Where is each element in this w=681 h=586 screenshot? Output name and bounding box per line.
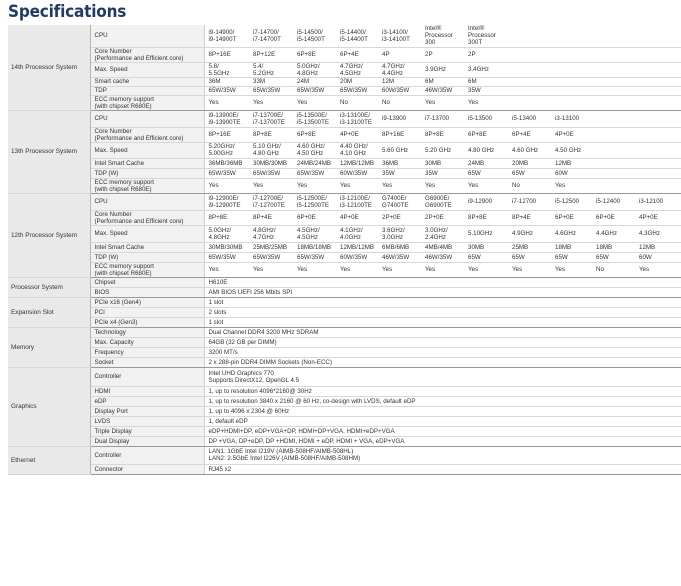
- spec-value: 1, up to 4096 x 2304 @ 60Hz: [204, 406, 681, 416]
- spec-label: BIOS: [90, 287, 204, 297]
- spec-value: 6P+8E: [464, 127, 508, 142]
- spec-value: 46W/35W: [421, 86, 464, 95]
- spec-value: G6900E/ G6900TE: [421, 193, 464, 210]
- spec-value: [592, 127, 635, 142]
- spec-row: [8, 337, 681, 347]
- spec-value: 4.50 GHz: [551, 142, 592, 158]
- spec-value: 6P+4E: [508, 127, 551, 142]
- spec-row: [8, 426, 681, 436]
- spec-value: 8P+16E: [204, 127, 249, 142]
- spec-row: [8, 110, 681, 127]
- spec-value: 65W/35W: [204, 168, 249, 178]
- spec-value: 4.1GHz/ 4.0GHz: [336, 225, 378, 242]
- spec-row: [8, 406, 681, 416]
- spec-value: 8P+8E: [464, 210, 508, 225]
- spec-value: [635, 95, 681, 110]
- spec-value: 3.4GHz: [464, 62, 508, 77]
- spec-value: i5-13500E/ i5-13500TE: [293, 110, 336, 127]
- spec-value: Yes: [204, 95, 249, 110]
- spec-value: Yes: [378, 178, 421, 193]
- spec-label: Socket: [90, 357, 204, 367]
- spec-value: 4P+0E: [336, 127, 378, 142]
- spec-row: [8, 307, 681, 317]
- spec-value: 65W: [508, 252, 551, 262]
- spec-value: 4P+0E: [336, 210, 378, 225]
- spec-label: Smart cache: [90, 77, 204, 86]
- spec-value: [508, 47, 551, 62]
- spec-value: 65W/35W: [204, 252, 249, 262]
- spec-value: i5-14400/ i5-14400T: [336, 25, 378, 47]
- spec-value: 60W/35W: [336, 168, 378, 178]
- spec-value: 1 slot: [204, 297, 681, 307]
- spec-value: 6P+0E: [551, 210, 592, 225]
- spec-value: 65W: [592, 252, 635, 262]
- spec-value: [551, 86, 592, 95]
- specifications-table: [8, 25, 681, 475]
- spec-value: 4.4GHz: [592, 225, 635, 242]
- spec-value: 5.60 GHz: [378, 142, 421, 158]
- spec-value: 2P: [421, 47, 464, 62]
- spec-value: i5-12500: [551, 193, 592, 210]
- spec-value: 65W: [551, 252, 592, 262]
- spec-label: ECC memory support (with chipset R680E): [90, 262, 204, 277]
- spec-value: 65W: [508, 168, 551, 178]
- spec-value: 30MB/30MB: [249, 158, 293, 168]
- spec-value: 60W: [635, 252, 681, 262]
- spec-row: [8, 193, 681, 210]
- spec-value: 8P+4E: [249, 210, 293, 225]
- spec-value: [635, 168, 681, 178]
- spec-value: Dual Channel DDR4 3200 MHz SDRAM: [204, 327, 681, 337]
- section-header: 14th Processor System: [8, 25, 90, 110]
- spec-label: Frequency: [90, 347, 204, 357]
- spec-value: i5-13500: [464, 110, 508, 127]
- spec-value: [508, 95, 551, 110]
- spec-value: 2 slots: [204, 307, 681, 317]
- spec-value: Yes: [464, 178, 508, 193]
- spec-value: Yes: [551, 178, 592, 193]
- spec-row: [8, 327, 681, 337]
- spec-value: i5-14500/ i5-14500T: [293, 25, 336, 47]
- spec-value: i5-13400: [508, 110, 551, 127]
- spec-value: No: [508, 178, 551, 193]
- spec-row: [8, 25, 681, 47]
- spec-value: 8P+16E: [378, 127, 421, 142]
- spec-label: Max. Speed: [90, 62, 204, 77]
- spec-value: 35W: [421, 168, 464, 178]
- section-header: Graphics: [8, 367, 90, 446]
- spec-row: [8, 367, 681, 386]
- spec-label: PCIe x16 (Gen4): [90, 297, 204, 307]
- spec-value: 25MB: [508, 242, 551, 252]
- section-header: 12th Processor System: [8, 193, 90, 277]
- spec-value: 5.8/ 5.5GHz: [204, 62, 249, 77]
- spec-value: 8P+4E: [508, 210, 551, 225]
- spec-value: Yes: [293, 262, 336, 277]
- spec-value: 65W: [464, 252, 508, 262]
- spec-value: 6P+0E: [592, 210, 635, 225]
- spec-value: 65W/35W: [336, 86, 378, 95]
- spec-value: 5.20GHz/ 5.00GHz: [204, 142, 249, 158]
- spec-value: Yes: [551, 262, 592, 277]
- spec-label: PCIe x4 (Gen3): [90, 317, 204, 327]
- spec-row: [8, 47, 681, 62]
- spec-row: [8, 252, 681, 262]
- spec-value: Yes: [293, 178, 336, 193]
- spec-value: [551, 95, 592, 110]
- spec-value: Yes: [508, 262, 551, 277]
- spec-label: TDP: [90, 86, 204, 95]
- spec-value: [635, 25, 681, 47]
- spec-value: 1, up to resolution 3840 x 2160 @ 60 Hz, co-design with LVDS, default eDP: [204, 396, 681, 406]
- spec-value: [635, 86, 681, 95]
- spec-value: 6P+8E: [293, 127, 336, 142]
- spec-value: 35W: [464, 86, 508, 95]
- spec-value: i7-14700/ i7-14700T: [249, 25, 293, 47]
- spec-label: LVDS: [90, 416, 204, 426]
- spec-value: Yes: [293, 95, 336, 110]
- spec-value: i7-13700E/ i7-13700TE: [249, 110, 293, 127]
- spec-value: 5.0GHz/ 4.8GHz: [293, 62, 336, 77]
- spec-value: 60W/35W: [378, 86, 421, 95]
- spec-value: 35W: [378, 168, 421, 178]
- spec-value: DP +VGA, DP+eDP, DP +HDMI, HDMI + eDP, HDMI + VGA, eDP+VGA: [204, 436, 681, 446]
- spec-value: 5.0GHz/ 4.8GHz: [204, 225, 249, 242]
- spec-value: [508, 77, 551, 86]
- spec-row: [8, 77, 681, 86]
- spec-value: 65W/35W: [293, 252, 336, 262]
- spec-value: 24M: [293, 77, 336, 86]
- spec-value: i5-12400: [592, 193, 635, 210]
- spec-value: 46W/35W: [378, 252, 421, 262]
- spec-value: No: [336, 95, 378, 110]
- spec-value: Yes: [204, 178, 249, 193]
- section-header: Expansion Slot: [8, 297, 90, 327]
- spec-label: Max. Speed: [90, 142, 204, 158]
- spec-value: [551, 62, 592, 77]
- spec-value: 18MB: [551, 242, 592, 252]
- spec-row: [8, 416, 681, 426]
- spec-value: 1, up to resolution 4096*2160@ 30Hz: [204, 386, 681, 396]
- spec-value: 36MB: [378, 158, 421, 168]
- spec-value: Intel UHD Graphics 770 Supports DirectX12, OpenGL 4.5: [204, 367, 681, 386]
- spec-label: TDP (W): [90, 168, 204, 178]
- spec-value: Yes: [336, 178, 378, 193]
- spec-value: Yes: [204, 262, 249, 277]
- spec-value: [635, 62, 681, 77]
- spec-value: [592, 25, 635, 47]
- spec-label: Core Number (Performance and Efficient core): [90, 127, 204, 142]
- spec-value: Yes: [249, 178, 293, 193]
- spec-value: G7400E/ G7400TE: [378, 193, 421, 210]
- spec-label: Intel Smart Cache: [90, 242, 204, 252]
- spec-value: 24MB/24MB: [293, 158, 336, 168]
- spec-row: [8, 225, 681, 242]
- spec-row: [8, 86, 681, 95]
- spec-value: Yes: [378, 262, 421, 277]
- spec-value: 2P+0E: [378, 210, 421, 225]
- spec-value: Yes: [336, 262, 378, 277]
- spec-value: 4P+0E: [635, 210, 681, 225]
- spec-label: Core Number (Performance and Efficient core): [90, 47, 204, 62]
- spec-value: 6P+4E: [336, 47, 378, 62]
- spec-value: 4MB/4MB: [421, 242, 464, 252]
- spec-label: CPU: [90, 193, 204, 210]
- spec-value: [592, 168, 635, 178]
- spec-value: i3-13100: [551, 110, 592, 127]
- spec-value: 25MB/25MB: [249, 242, 293, 252]
- spec-value: 4.80 GHz: [464, 142, 508, 158]
- spec-value: i3-13100E/ i3-13100TE: [336, 110, 378, 127]
- spec-row: [8, 62, 681, 77]
- spec-value: RJ45 x2: [204, 464, 681, 474]
- spec-value: [635, 158, 681, 168]
- page-title: Specifications: [8, 2, 127, 22]
- spec-value: 4.60 GHz: [508, 142, 551, 158]
- spec-value: 4.9GHz: [508, 225, 551, 242]
- spec-value: [551, 47, 592, 62]
- spec-value: 4.7GHz/ 4.5GHz: [336, 62, 378, 77]
- spec-value: 6M: [464, 77, 508, 86]
- spec-value: 1 slot: [204, 317, 681, 327]
- spec-value: 18MB/18MB: [293, 242, 336, 252]
- spec-row: [8, 317, 681, 327]
- spec-value: i7-12700: [508, 193, 551, 210]
- spec-value: 33M: [249, 77, 293, 86]
- spec-value: i9-14900/ i9-14900T: [204, 25, 249, 47]
- spec-value: [635, 142, 681, 158]
- spec-value: 6P+0E: [293, 210, 336, 225]
- spec-value: Yes: [464, 262, 508, 277]
- spec-row: [8, 396, 681, 406]
- spec-row: [8, 95, 681, 110]
- spec-value: [592, 178, 635, 193]
- spec-label: eDP: [90, 396, 204, 406]
- spec-value: 4.60 GHz/ 4.50 GHz: [293, 142, 336, 158]
- spec-value: [592, 158, 635, 168]
- spec-value: Yes: [421, 95, 464, 110]
- spec-value: 36M: [204, 77, 249, 86]
- spec-row: [8, 142, 681, 158]
- spec-value: i7-13700: [421, 110, 464, 127]
- spec-value: 5.10GHz: [464, 225, 508, 242]
- spec-value: 2P: [464, 47, 508, 62]
- spec-label: Max. Speed: [90, 225, 204, 242]
- spec-value: [592, 47, 635, 62]
- spec-value: No: [378, 95, 421, 110]
- section-header: Memory: [8, 327, 90, 367]
- spec-value: 20M: [336, 77, 378, 86]
- spec-value: 4.7GHz/ 4.4GHz: [378, 62, 421, 77]
- spec-value: 30MB/30MB: [204, 242, 249, 252]
- spec-value: [635, 127, 681, 142]
- spec-row: [8, 347, 681, 357]
- spec-label: HDMI: [90, 386, 204, 396]
- spec-row: [8, 446, 681, 464]
- spec-value: 30MB: [464, 242, 508, 252]
- spec-value: i7-12700E/ i7-12700TE: [249, 193, 293, 210]
- spec-value: i3-14100/ i3-14100T: [378, 25, 421, 47]
- spec-value: i9-13900E/ i9-13900TE: [204, 110, 249, 127]
- spec-value: 30MB: [421, 158, 464, 168]
- spec-value: AMI BIOS UEFI 256 Mbits SPI: [204, 287, 681, 297]
- spec-value: 6M: [421, 77, 464, 86]
- spec-label: Max. Capacity: [90, 337, 204, 347]
- spec-value: 12MB: [551, 158, 592, 168]
- spec-value: [508, 25, 551, 47]
- spec-value: 64GB (32 GB per DIMM): [204, 337, 681, 347]
- spec-value: 4.40 GHz/ 4.10 GHz: [336, 142, 378, 158]
- spec-value: 6MB/6MB: [378, 242, 421, 252]
- spec-value: i9-12900E/ i9-12900TE: [204, 193, 249, 210]
- spec-row: [8, 168, 681, 178]
- spec-row: [8, 386, 681, 396]
- spec-value: Yes: [464, 95, 508, 110]
- spec-value: 4P+0E: [551, 127, 592, 142]
- spec-value: 18MB: [592, 242, 635, 252]
- spec-label: Display Port: [90, 406, 204, 416]
- spec-value: 4.5GHz/ 4.5GHz: [293, 225, 336, 242]
- section-header: Ethernet: [8, 446, 90, 474]
- spec-value: 65W/35W: [293, 168, 336, 178]
- spec-value: Yes: [249, 262, 293, 277]
- spec-row: [8, 277, 681, 287]
- spec-value: 46W/35W: [421, 252, 464, 262]
- spec-value: 8P+8E: [249, 127, 293, 142]
- section-header: Processor System: [8, 277, 90, 297]
- spec-value: 4.6GHz: [551, 225, 592, 242]
- spec-value: [635, 110, 681, 127]
- section-header: 13th Processor System: [8, 110, 90, 193]
- spec-label: Triple Display: [90, 426, 204, 436]
- spec-value: 3.6GHz/ 3.0GHz: [378, 225, 421, 242]
- spec-value: 2 x 288-pin DDR4 DIMM Sockets (Non-ECC): [204, 357, 681, 367]
- spec-value: [551, 25, 592, 47]
- spec-value: Yes: [421, 262, 464, 277]
- spec-value: 5.10 GHz/ 4.80 GHz: [249, 142, 293, 158]
- spec-value: 3.0GHz/ 2.4GHz: [421, 225, 464, 242]
- spec-row: [8, 127, 681, 142]
- spec-label: Technology: [90, 327, 204, 337]
- spec-value: 12MB/12MB: [336, 158, 378, 168]
- spec-value: 60W: [551, 168, 592, 178]
- spec-label: Controller: [90, 446, 204, 464]
- spec-value: 12M: [378, 77, 421, 86]
- spec-row: [8, 297, 681, 307]
- spec-value: Yes: [249, 95, 293, 110]
- spec-value: 5.20 GHz: [421, 142, 464, 158]
- spec-label: ECC memory support (with chipset R680E): [90, 95, 204, 110]
- spec-value: 20MB: [508, 158, 551, 168]
- spec-value: Intel® Processor 300T: [464, 25, 508, 47]
- spec-value: 24MB: [464, 158, 508, 168]
- spec-value: 65W/35W: [249, 252, 293, 262]
- spec-value: Intel® Processor 300: [421, 25, 464, 47]
- spec-value: 60W/35W: [336, 252, 378, 262]
- spec-label: PCI: [90, 307, 204, 317]
- spec-value: 65W: [464, 168, 508, 178]
- spec-value: [551, 77, 592, 86]
- spec-value: 65W/35W: [249, 86, 293, 95]
- spec-value: [592, 142, 635, 158]
- spec-value: LAN1: 1GbE Intel I219V (AIMB-508HF/AIMB-508HL) LAN2: 2.5GbE Intel I226V (AIMB-508HF/AIMB-508HM): [204, 446, 681, 464]
- spec-value: [592, 77, 635, 86]
- spec-label: Dual Display: [90, 436, 204, 446]
- spec-label: TDP (W): [90, 252, 204, 262]
- spec-value: i5-12500E/ i5-12500TE: [293, 193, 336, 210]
- spec-value: i9-12900: [464, 193, 508, 210]
- spec-value: 36MB/36MB: [204, 158, 249, 168]
- spec-value: [508, 62, 551, 77]
- spec-value: 8P+16E: [204, 47, 249, 62]
- spec-value: [508, 86, 551, 95]
- spec-row: [8, 357, 681, 367]
- spec-value: [592, 110, 635, 127]
- spec-value: 8P+8E: [204, 210, 249, 225]
- spec-value: 4P: [378, 47, 421, 62]
- spec-value: 3.9GHz: [421, 62, 464, 77]
- spec-value: 5.4/ 5.2GHz: [249, 62, 293, 77]
- spec-value: 65W/35W: [293, 86, 336, 95]
- spec-value: 2P+0E: [421, 210, 464, 225]
- spec-label: CPU: [90, 25, 204, 47]
- spec-label: Controller: [90, 367, 204, 386]
- spec-value: 65W/35W: [204, 86, 249, 95]
- spec-value: [592, 95, 635, 110]
- spec-label: Core Number (Performance and Efficient core): [90, 210, 204, 225]
- spec-row: [8, 262, 681, 277]
- spec-value: 8P+12E: [249, 47, 293, 62]
- spec-value: eDP+HDMI+DP, eDP+VGA+DP, HDMI+DP+VGA, HDMI+eDP+VGA: [204, 426, 681, 436]
- spec-label: CPU: [90, 110, 204, 127]
- spec-row: [8, 436, 681, 446]
- spec-row: [8, 210, 681, 225]
- spec-row: [8, 287, 681, 297]
- spec-row: [8, 464, 681, 474]
- spec-row: [8, 178, 681, 193]
- spec-value: 4.8GHz/ 4.7GHz: [249, 225, 293, 242]
- spec-value: 12MB: [635, 242, 681, 252]
- spec-value: 6P+8E: [293, 47, 336, 62]
- spec-value: [635, 47, 681, 62]
- spec-value: [592, 86, 635, 95]
- spec-row: [8, 242, 681, 252]
- spec-value: Yes: [421, 178, 464, 193]
- spec-row: [8, 158, 681, 168]
- spec-value: 4.3GHz: [635, 225, 681, 242]
- spec-value: [592, 62, 635, 77]
- spec-value: [635, 77, 681, 86]
- spec-value: 3200 MT/s: [204, 347, 681, 357]
- spec-value: 1, default eDP: [204, 416, 681, 426]
- spec-value: Yes: [635, 262, 681, 277]
- spec-value: No: [592, 262, 635, 277]
- spec-value: [635, 178, 681, 193]
- spec-value: 8P+8E: [421, 127, 464, 142]
- spec-value: 12MB/12MB: [336, 242, 378, 252]
- spec-label: Chipset: [90, 277, 204, 287]
- spec-value: H610E: [204, 277, 681, 287]
- spec-value: i3-12100: [635, 193, 681, 210]
- spec-label: ECC memory support (with chipset R680E): [90, 178, 204, 193]
- spec-value: 65W/35W: [249, 168, 293, 178]
- spec-label: Intel Smart Cache: [90, 158, 204, 168]
- spec-value: i9-13900: [378, 110, 421, 127]
- spec-label: Connector: [90, 464, 204, 474]
- spec-value: i3-12100E/ i3-12100TE: [336, 193, 378, 210]
